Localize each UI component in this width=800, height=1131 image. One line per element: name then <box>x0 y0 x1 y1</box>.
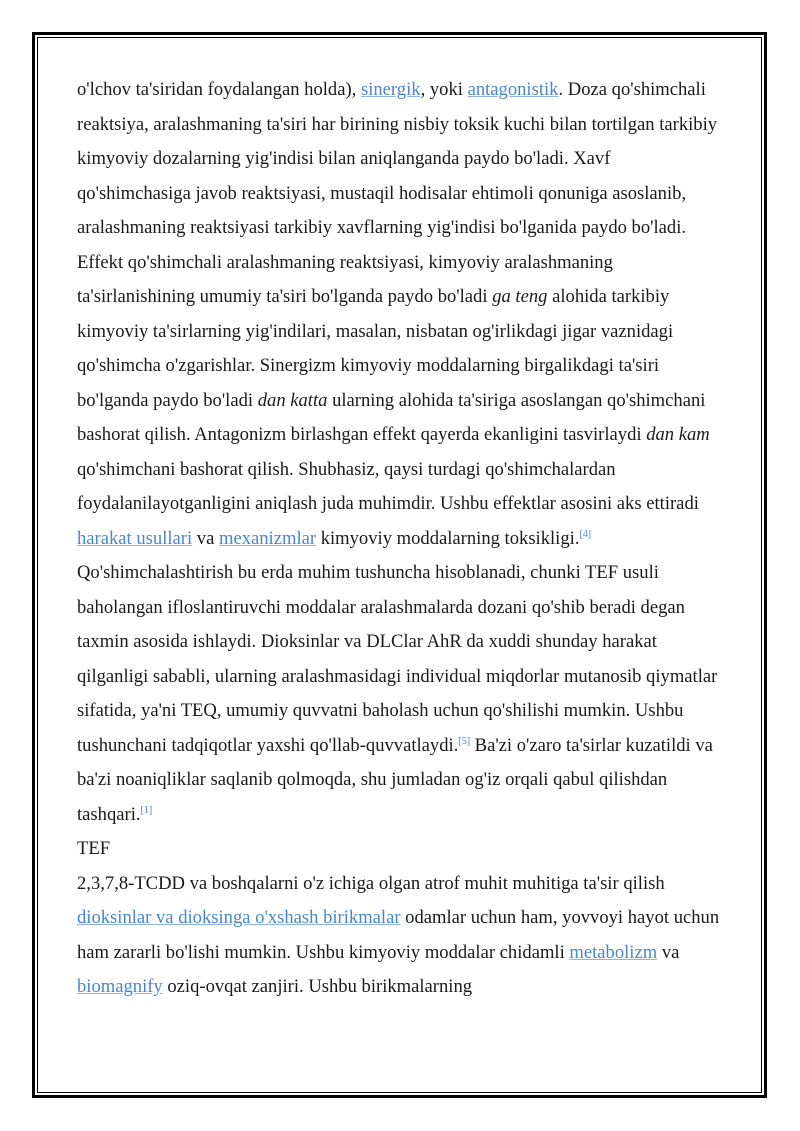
link-sinergik[interactable]: sinergik <box>360 79 421 100</box>
citation-link-4[interactable]: [4] <box>579 528 592 540</box>
link-mexanizmlar[interactable]: mexanizmlar <box>219 527 317 549</box>
text-run: odamlar uchun ham, yovvoyi hayot uchun ham zararli bo'lishi mumkin. Ushbu kimyoviy moddalar chidamli <box>77 907 720 963</box>
text-run: Qo'shimchalashtirish bu erda muhim tushuncha hisoblanadi, chunki TEF usuli baholangan ifloslantiruvchi moddalar aralashmalarda dozani qo'shib beradi degan taxmin asosida ishlaydi. Dioksinlar va DLClar AhR da xuddi shunday harakat qilganligi sababli, ularning aralashmasidagi individual miqdorlar mutanosib qiymatlar sifatida, ya'ni TEQ, umumiy quvvatni baholash uchun qo'shilishi mumkin. Ushbu tushunchani tadqiqotlar yaxshi qo'llab-quvvatlaydi. <box>77 562 718 756</box>
text-run: ularning alohida ta'siriga asoslangan qo'shimchani bashorat qilish. Antagonizm birlashgan effekt qayerda ekanligini tasvirlaydi <box>77 389 706 445</box>
text-run: . Doza qo'shimchali reaktsiya, aralashmaning ta'siri har birining nisbiy toksik kuchi bilan tortilgan tarkibiy kimyoviy dozalarning yig'indisi bilan aniqlanganda paydo bo'ladi. Xavf qo'shimchasiga javob reaktsiyasi, mustaqil hodisalar ehtimoli qonuniga asoslanib, aralashmaning reaktsiyasi tarkibiy xavflarning yig'indisi bo'lganida paydo bo'ladi. Effekt qo'shimchali aralashmaning reaktsiyasi, kimyoviy aralashmaning ta'sirlanishining umumiy ta'siri bo'lganda paydo bo'ladi <box>77 79 718 307</box>
text-run: Ba'zi o'zaro ta'sirlar kuzatildi va ba'zi noaniqliklar saqlanib qolmoqda, shu jumladan og'iz orqali qabul qilishdan tashqari. <box>77 734 713 825</box>
text-run: kimyoviy moddalarning toksikligi. <box>316 527 580 549</box>
text-run: oziq-ovqat zanjiri. Ushbu birikmalarning <box>162 976 473 997</box>
text-run: alohida tarkibiy kimyoviy ta'sirlarning yig'indilari, masalan, nisbatan og'irlikdagi jigar vaznidagi qo'shimcha o'zgarishlar. Sinergizm kimyoviy moddalarning birgalikdagi ta'siri bo'lganda paydo bo'ladi <box>77 286 674 411</box>
link-antagonistik[interactable]: antagonistik <box>467 79 559 100</box>
emphasis-dan-kam: dan kam <box>646 424 710 445</box>
text-run: o'lchov ta'siridan foydalangan holda), <box>77 79 361 100</box>
paragraph-additivity <box>77 73 727 832</box>
text-run: 2,3,7,8-TCDD va boshqalarni o'z ichiga olgan atrof muhit muhitiga ta'sir qilish <box>77 872 665 894</box>
document-body <box>77 73 727 1005</box>
citation-ref <box>141 804 153 815</box>
text-run: , yoki <box>420 79 468 100</box>
citation-link-1[interactable]: [1] <box>140 804 153 816</box>
link-harakat-usullari[interactable]: harakat usullari <box>77 527 193 549</box>
text-run: va <box>192 527 219 549</box>
link-biomagnify[interactable]: biomagnify <box>77 976 163 997</box>
link-dioksinlar[interactable]: dioksinlar va dioksinga o'xshash birikmalar <box>77 907 401 928</box>
paragraph-tef <box>77 867 727 1005</box>
section-heading-tef: TEF <box>77 838 111 859</box>
text-run: va <box>657 941 680 963</box>
emphasis-dan-katta: dan katta <box>257 389 328 411</box>
citation-ref <box>458 735 470 746</box>
citation-ref <box>579 528 591 539</box>
link-metabolizm[interactable]: metabolizm <box>569 941 658 963</box>
citation-link-5[interactable]: [5] <box>458 735 471 747</box>
emphasis-ga-teng: ga teng <box>492 286 548 307</box>
text-run: qo'shimchani bashorat qilish. Shubhasiz, qaysi turdagi qo'shimchalardan foydalanilayotganligini aniqlash juda muhimdir. Ushbu effektlar asosini aks ettiradi <box>77 458 699 514</box>
